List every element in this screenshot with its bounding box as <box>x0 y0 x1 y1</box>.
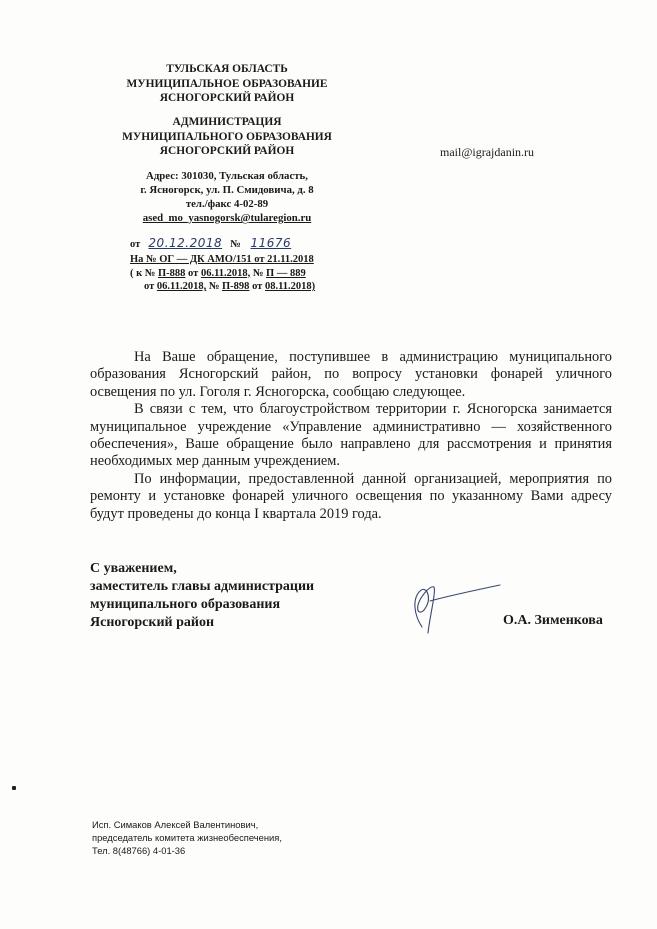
address-line-1: Адрес: 301030, Тульская область, <box>146 170 308 182</box>
admin-line-municipality: МУНИЦИПАЛЬНОГО ОБРАЗОВАНИЯ <box>122 130 332 143</box>
org-header <box>92 62 362 106</box>
ref-no-3: № <box>208 281 220 292</box>
letter-body <box>90 349 612 523</box>
reg-number-label: № <box>230 239 241 250</box>
ref-open: ( к № <box>130 267 156 279</box>
reg-from-label: от <box>130 239 141 250</box>
ref-date-1: 06.11.2018, <box>200 267 251 279</box>
executor-line-2: председатель комитета жизнеобеспечения, <box>92 832 282 843</box>
ref-from-1: от <box>188 267 199 279</box>
executor-block <box>92 818 282 857</box>
org-line-region: ТУЛЬСКАЯ ОБЛАСТЬ <box>166 63 288 75</box>
body-paragraph: На Ваше обращение, поступившее в администрацию муниципального образования Ясногорский район, по вопросу установки фонарей уличного освещения по ул. Гоголя г. Ясногорска, сообщаю следующее. <box>90 349 612 400</box>
admin-header <box>92 115 362 159</box>
ref-line-2 <box>130 267 315 281</box>
body-paragraph: По информации, предоставленной данной организацией, мероприятия по ремонту и установке фонарей уличного освещения по указанному Вами адресу будут проведены до конца I квартала 2019 года. <box>90 470 612 522</box>
signer-title-3: Ясногорский район <box>90 615 215 630</box>
address-line-2: г. Ясногорск, ул. П. Смидовича, д. 8 <box>140 184 314 196</box>
ref-number-2: П — 889 <box>266 267 306 279</box>
ref-number-3: П-898 <box>222 281 250 292</box>
org-line-district: ЯСНОГОРСКИЙ РАЙОН <box>159 92 295 104</box>
handwritten-signature <box>400 575 510 635</box>
ref-date-3: 08.11.2018) <box>264 281 316 292</box>
ref-from-3: от <box>252 281 263 292</box>
registration-line <box>130 236 301 250</box>
closing: С уважением, <box>90 561 177 576</box>
ref-line: На № ОГ — ДК АМО/151 от 21.11.2018 <box>130 254 314 265</box>
executor-line-1: Исп. Симаков Алексей Валентинович, <box>92 819 259 830</box>
signer-name: О.А. Зименкова <box>503 613 603 628</box>
ref-date-2: 06.11.2018, <box>156 281 207 292</box>
signer-title-1: заместитель главы администрации <box>90 579 315 594</box>
sender-address <box>112 169 342 225</box>
ref-from-2: от <box>144 281 155 292</box>
ref-line-3 <box>130 280 315 294</box>
reg-number-handwritten: 11676 <box>250 236 292 250</box>
address-email: ased_mo_yasnogorsk@tularegion.ru <box>142 212 312 224</box>
admin-line-district: ЯСНОГОРСКИЙ РАЙОН <box>159 145 295 157</box>
org-line-municipality: МУНИЦИПАЛЬНОЕ ОБРАЗОВАНИЕ <box>126 77 328 90</box>
reg-date-handwritten: 20.12.2018 <box>148 236 223 250</box>
executor-line-3: Тел. 8(48766) 4-01-36 <box>92 845 186 856</box>
scan-speck <box>12 786 16 790</box>
admin-line-title: АДМИНИСТРАЦИЯ <box>172 116 282 128</box>
signature-block <box>90 560 314 632</box>
signer-title-2: муниципального образования <box>90 597 281 612</box>
body-paragraph: В связи с тем, что благоустройством территории г. Ясногорска занимается муниципальное учреждение «Управление административно — хозяйственного обеспечения», Ваше обращение было направлено для рассмотрения и принятия необходимых мер данным учреждением. <box>90 401 612 470</box>
recipient-email: mail@igrajdanin.ru <box>440 145 535 159</box>
ref-no-2: № <box>252 267 264 279</box>
address-phone: тел./факс 4-02-89 <box>185 198 269 210</box>
ref-number-1: П-888 <box>157 267 186 279</box>
reference-block <box>130 253 315 294</box>
